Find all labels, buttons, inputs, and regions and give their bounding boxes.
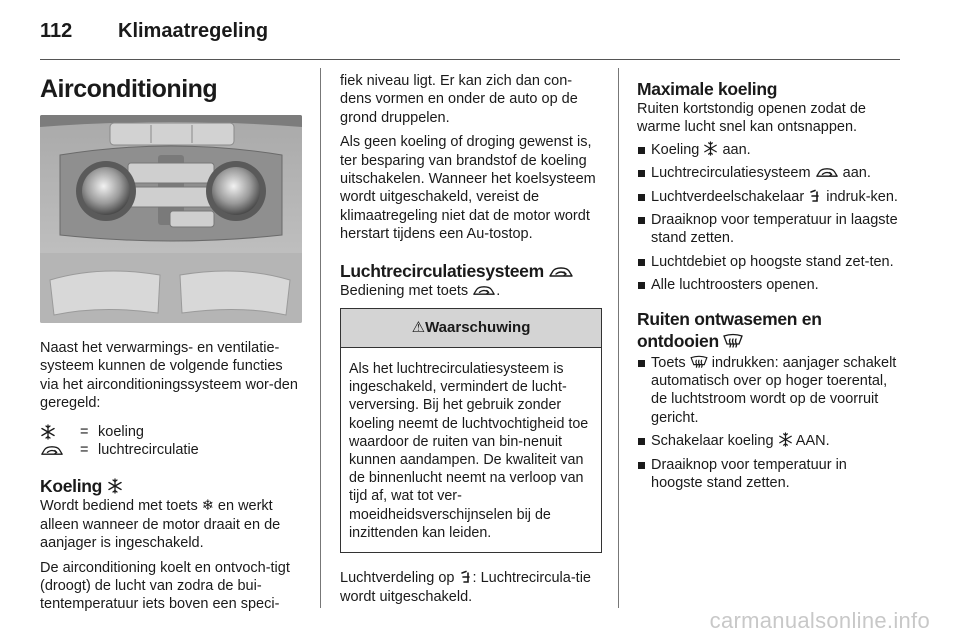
- legend-label: koeling: [98, 423, 144, 440]
- max-cooling-heading: Maximale koeling: [637, 79, 778, 99]
- snowflake-icon: [778, 432, 793, 447]
- warning-header: ⚠Waarschuwing: [341, 309, 601, 348]
- recirculation-icon: [472, 284, 496, 297]
- koeling-paragraph-1: Wordt bediend met toets ❄ en werkt alleen wanneer de motor draait en de aanjager is ingeschakeld.: [40, 498, 281, 552]
- koeling-off-paragraph: Als geen koeling of droging gewenst is, ter besparing van brandstof de koeling uitschakelen. Wanneer het koelsysteem wordt uitgeschakeld, vereist de klimaatregeling niet dat de motor wordt herstart tijdens een Au-tostop.: [340, 134, 596, 243]
- koeling-paragraph-2: De airconditioning koelt en ontvoch-tigt (droogt) de lucht van zodra de bui-tentemperatuur iets boven een speci-: [40, 559, 290, 613]
- column-divider: [320, 68, 321, 608]
- windscreen-defrost-icon: [723, 333, 743, 349]
- main-heading: Airconditioning: [40, 75, 218, 103]
- list-item: Luchtverdeelschakelaar indruk-ken.: [637, 188, 902, 206]
- climate-control-panel-photo: [40, 115, 302, 323]
- list-item: Koeling aan.: [637, 141, 902, 159]
- defrost-list: [637, 354, 902, 493]
- intro-paragraph: Naast het verwarmings- en ventilatie-systeem kunnen de volgende functies via het airconditioningssysteem wor-den geregeld:: [40, 340, 298, 412]
- legend-equals: =: [80, 442, 89, 459]
- snowflake-icon: [40, 424, 80, 440]
- koeling-heading: Koeling: [40, 475, 305, 497]
- warning-text: Als het luchtrecirculatiesysteem is ingeschakeld, vermindert de lucht-verversing. Bij het gebruik zonder koeling neemt de luchtvochtigheid toe waardoor de ruiten van bin-nenuit kunnen aandampen. De kwaliteit van de binnenlucht neemt na verloop van tijd af, wat tot ver-moeidheidsverschijnselen bij de inzittenden kan leiden.: [349, 361, 589, 541]
- page-number: 112: [40, 20, 73, 42]
- koeling-continued: fiek niveau ligt. Er kan zich dan con-dens vormen en onder de auto op de grond druppelen.: [340, 73, 578, 126]
- max-cooling-intro: Ruiten kortstondig openen zodat de warme lucht snel kan ontsnappen.: [637, 101, 866, 136]
- legend: [40, 423, 305, 460]
- page-header: [40, 20, 900, 50]
- recirculation-icon: [40, 444, 80, 457]
- list-item: Schakelaar koeling AAN.: [637, 432, 902, 450]
- distribution-note: Luchtverdeling op : Luchtrecircula-tie wordt uitgeschakeld.: [340, 570, 591, 605]
- list-item: Alle luchtroosters openen.: [637, 276, 902, 294]
- warning-icon: ⚠: [411, 319, 426, 337]
- section-title: Klimaatregeling: [118, 20, 269, 42]
- max-cooling-list: [637, 141, 902, 295]
- recirculation-icon: [815, 166, 839, 179]
- snowflake-icon: [107, 478, 123, 494]
- column-2: [340, 72, 602, 606]
- column-1: [40, 72, 305, 614]
- list-item: Toets indrukken: aanjager schakelt automatisch over op hoger toerental, de luchtstroom wordt op de voorruit gericht.: [637, 354, 902, 428]
- legend-row: [40, 423, 305, 441]
- header-rule: [40, 59, 900, 60]
- defrost-heading: Ruiten ontwasemen en ontdooien: [637, 308, 822, 351]
- recirculation-icon: [548, 265, 574, 279]
- windscreen-defrost-icon: [690, 355, 708, 369]
- warning-box: [340, 308, 602, 553]
- list-item: Draaiknop voor temperatuur in laagste stand zetten.: [637, 211, 902, 248]
- legend-label: luchtrecirculatie: [98, 442, 199, 459]
- legend-row: [40, 441, 305, 459]
- list-item: Draaiknop voor temperatuur in hoogste stand zetten.: [637, 456, 902, 493]
- seat-airflow-icon: [808, 189, 822, 203]
- seat-airflow-icon: [459, 570, 473, 584]
- column-3: [637, 72, 902, 498]
- recirculation-operation: Bediening met toets .: [340, 282, 501, 299]
- list-item: Luchtdebiet op hoogste stand zet-ten.: [637, 253, 902, 271]
- legend-equals: =: [80, 423, 89, 440]
- recirculation-heading: Luchtrecirculatiesysteem: [340, 260, 602, 282]
- list-item: Luchtrecirculatiesysteem aan.: [637, 164, 902, 182]
- snowflake-icon: [703, 141, 718, 156]
- column-divider: [618, 68, 619, 608]
- watermark: carmanualsonline.info: [709, 608, 930, 633]
